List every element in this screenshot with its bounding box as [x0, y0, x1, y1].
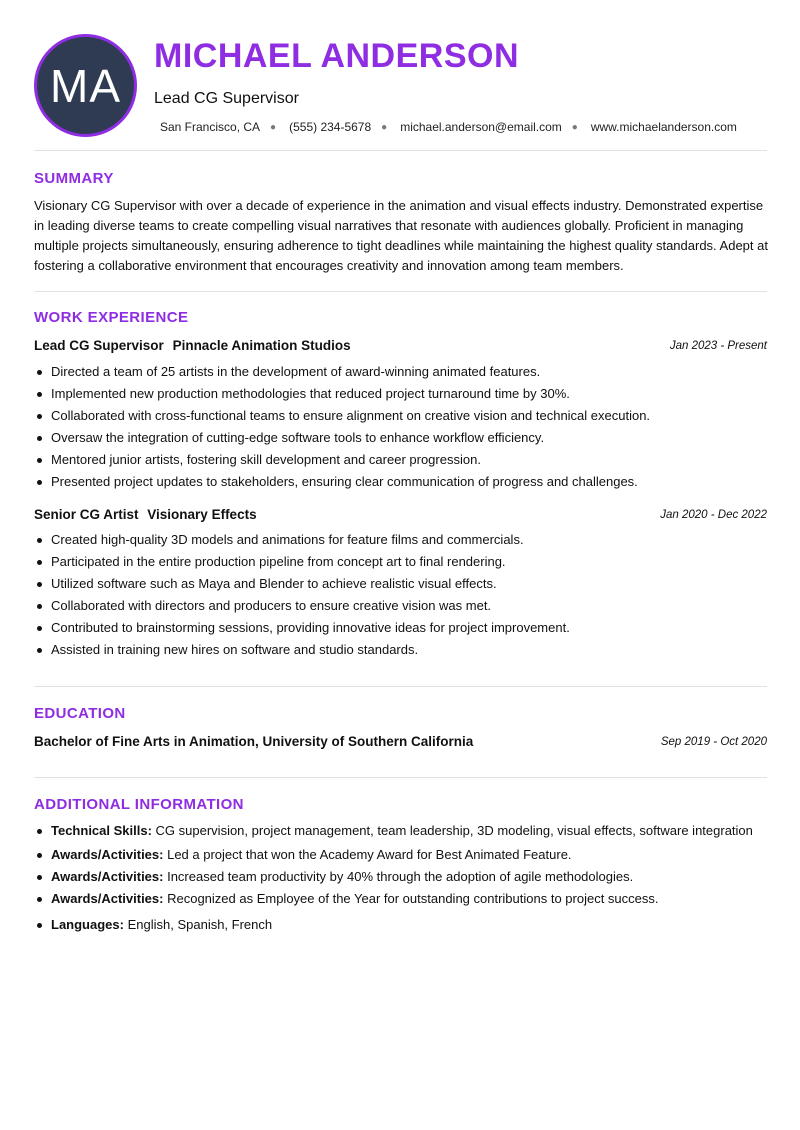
education-heading: EDUCATION	[34, 705, 126, 722]
education-dates: Sep 2019 - Oct 2020	[660, 736, 767, 748]
additional-information-heading: ADDITIONAL INFORMATION	[34, 796, 244, 813]
avatar	[34, 34, 137, 137]
contact-phone: (555) 234-5678	[289, 120, 372, 134]
section-divider	[34, 777, 767, 778]
section-divider	[34, 291, 767, 292]
summary-text: Visionary CG Supervisor with over a decade of experience in the animation and visual effects industry. Demonstrated expertise in leading diverse teams to create compelling visual narratives that resonate with audiences globally. Proficient in managing multiple projects simultaneously, ensuring adherence to tight deadlines while maintaining the highest quality standards. Adept at fostering a collaborative environment that encourages creativity and innovation among team members.	[34, 198, 768, 273]
info-text: Increased team productivity by 40% through the adoption of agile methodologies.	[167, 869, 634, 884]
list-item: Presented project updates to stakeholders, ensuring clear communication of progress and challenges.	[34, 471, 767, 493]
info-label: Awards/Activities:	[51, 869, 164, 884]
list-item: Implemented new production methodologies that reduced project turnaround time by 30%.	[34, 383, 767, 405]
info-label: Awards/Activities:	[51, 891, 164, 906]
separator-dot-icon: ●	[381, 121, 388, 133]
separator-dot-icon: ●	[270, 121, 277, 133]
info-text: CG supervision, project management, team leadership, 3D modeling, visual effects, software integration	[155, 823, 753, 838]
job-bullet-list	[34, 361, 767, 493]
list-item	[34, 914, 767, 936]
section-divider	[34, 150, 767, 151]
job-title: Senior CG Artist	[34, 507, 139, 522]
list-item: Participated in the entire production pipeline from concept art to final rendering.	[34, 551, 767, 573]
job-title: Lead CG Supervisor	[34, 338, 164, 353]
list-item: Created high-quality 3D models and animations for feature films and commercials.	[34, 529, 767, 551]
avatar-initials: MA	[50, 59, 121, 112]
list-item: Mentored junior artists, fostering skill development and career progression.	[34, 449, 767, 471]
resume-header	[34, 34, 767, 138]
info-label: Languages:	[51, 917, 124, 932]
list-item: Collaborated with cross-functional teams to ensure alignment on creative vision and technical execution.	[34, 405, 767, 427]
list-item	[34, 888, 767, 914]
list-item: Oversaw the integration of cutting-edge software tools to enhance workflow efficiency.	[34, 427, 767, 449]
list-item	[34, 866, 767, 888]
additional-info-list	[34, 820, 767, 936]
contact-email[interactable]: michael.anderson@email.com	[400, 120, 562, 134]
education-entry	[34, 734, 767, 754]
job-header	[34, 507, 767, 527]
info-label: Technical Skills:	[51, 823, 152, 838]
info-label: Awards/Activities:	[51, 847, 164, 862]
summary-heading: SUMMARY	[34, 170, 114, 187]
contact-bar	[160, 120, 737, 134]
list-item	[34, 820, 767, 844]
info-text: English, Spanish, French	[127, 917, 273, 932]
contact-location: San Francisco, CA	[160, 120, 261, 134]
job-company: Visionary Effects	[147, 507, 257, 522]
list-item: Contributed to brainstorming sessions, providing innovative ideas for project improvement.	[34, 617, 767, 639]
education-degree: Bachelor of Fine Arts in Animation, University of Southern California	[34, 734, 474, 749]
job-company: Pinnacle Animation Studios	[172, 338, 351, 353]
job-bullet-list	[34, 529, 767, 661]
candidate-name: MICHAEL ANDERSON	[154, 37, 520, 75]
job-header	[34, 338, 767, 358]
job-dates: Jan 2023 - Present	[669, 340, 767, 352]
candidate-title: Lead CG Supervisor	[154, 90, 299, 107]
info-text: Recognized as Employee of the Year for outstanding contributions to project success.	[167, 891, 659, 906]
info-text: Led a project that won the Academy Award for Best Animated Feature.	[167, 847, 572, 862]
job-dates: Jan 2020 - Dec 2022	[660, 509, 767, 521]
list-item: Utilized software such as Maya and Blender to achieve realistic visual effects.	[34, 573, 767, 595]
section-divider	[34, 686, 767, 687]
work-experience-heading: WORK EXPERIENCE	[34, 309, 189, 326]
list-item: Assisted in training new hires on software and studio standards.	[34, 639, 767, 661]
list-item: Directed a team of 25 artists in the development of award-winning animated features.	[34, 361, 767, 383]
list-item: Collaborated with directors and producers to ensure creative vision was met.	[34, 595, 767, 617]
contact-website[interactable]: www.michaelanderson.com	[590, 120, 737, 134]
separator-dot-icon: ●	[571, 121, 578, 133]
list-item	[34, 844, 767, 866]
